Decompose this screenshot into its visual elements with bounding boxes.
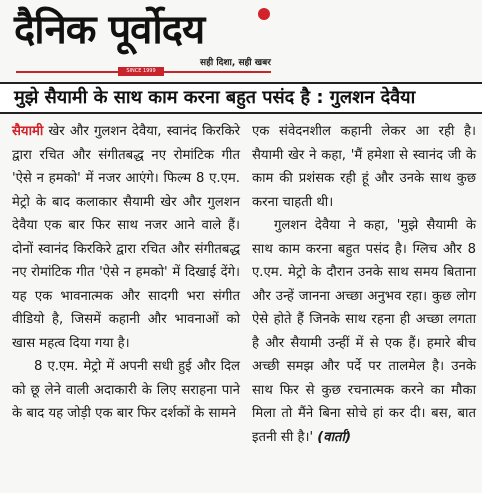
masthead [0, 0, 482, 80]
paragraph-1-text: खेर और गुलशन देवैया, स्वानंद किरकिरे द्वारा रचित और संगीतबद्ध नए रोमांटिक गीत 'ऐसे न हमको' में नजर आएंगे। फिल्म 8 ए.एम. मेट्रो के बाद कलाकार सैयामी खेर और गुलशन देवैया एक बार फिर साथ नजर आने वाले हैं। दोनों स्वानंद किरकिरे द्वारा रचित और संगीतबद्ध नए रोमांटिक गीत 'ऐसे न हमको' में दिखाई देंगे। यह एक भावनात्मक और सादगी भरा संगीत वीडियो है, जिसमें कहानी और भावनाओं को खास महत्व दिया गया है। [12, 124, 240, 351]
article-paragraph-2-cont [252, 120, 476, 214]
article-paragraph-2 [12, 355, 240, 426]
lead-word: सैयामी [12, 124, 44, 139]
article-column-left [12, 120, 240, 426]
agency-credit: (वार्ता) [317, 429, 352, 445]
article-headline: मुझे सैयामी के साथ काम करना बहुत पसंद है : गुलशन देवैया [14, 87, 416, 108]
article-paragraph-3 [252, 214, 476, 449]
tagline: सही दिशा, सही खबर [200, 58, 271, 68]
article-column-right [252, 120, 476, 449]
newspaper-logo: दैनिक पूर्वोदय [14, 7, 205, 53]
paragraph-2-text: 8 ए.एम. मेट्रो में अपनी सधी हुई और दिल को छू लेने वाली अदाकारी के लिए सराहना पाने के बाद यह जोड़ी एक बार फिर दर्शकों के सामने [12, 359, 240, 421]
sun-dot-icon [258, 8, 270, 20]
paragraph-2-continued: एक संवेदनशील कहानी लेकर आ रही है। सैयामी खेर ने कहा, 'मैं हमेशा से स्वानंद जी के काम की प्रशंसक रही हूं और उनके साथ कुछ करना चाहती थी। [252, 124, 476, 210]
article-paragraph-1 [12, 120, 240, 355]
masthead-rule-tag: SINCE 1999 [118, 67, 164, 76]
paragraph-3-text: गुलशन देवैया ने कहा, 'मुझे सैयामी के साथ काम करना बहुत पसंद है। ग्लिच और 8 ए.एम. मेट्रो के दौरान उनके साथ समय बिताना और उन्हें जानना अच्छा अनुभव रहा। कुछ लोग ऐसे होते हैं जिनके साथ रहना ही अच्छा लगता है और सैयामी उन्हीं में से एक हैं। हमारे बीच अच्छी समझ और पर्दे पर तालमेल है। उनके साथ फिर से कुछ रचनात्मक करने का मौका मिला तो मैंने बिना सोचे हां कर दी। बस, बात इतनी सी है।' [252, 218, 476, 445]
